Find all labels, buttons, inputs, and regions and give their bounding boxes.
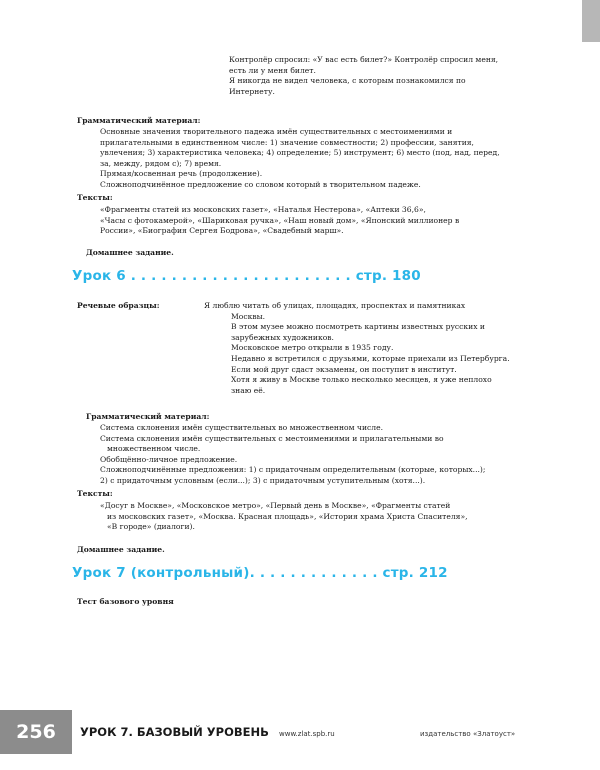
corner-tab: [582, 0, 600, 42]
text-line: прилагательными в единственном числе: 1) значение совместности; 2) профессии, занятия,: [100, 137, 474, 147]
text-line: «Досуг в Москве», «Московское метро», «Первый день в Москве», «Фрагменты статей: [100, 501, 451, 510]
texts-section: [100, 205, 459, 237]
text-line: Я никогда не видел человека, с которым познакомился по: [229, 76, 466, 86]
text-line: Сложноподчинённое предложение со словом который в творительном падеже.: [100, 179, 421, 189]
text-line: есть ли у меня билет.: [229, 65, 316, 75]
speech-samples: [204, 301, 510, 396]
texts-section: [100, 501, 468, 533]
text-line: Интернету.: [229, 86, 275, 96]
text-line: Обобщённо-личное предложение.: [100, 454, 238, 464]
homework: Домашнее задание.: [86, 248, 174, 257]
texts-heading: Тексты:: [77, 193, 113, 202]
text-line: Москвы.: [231, 311, 266, 321]
text-line: зарубежных художников.: [231, 332, 334, 342]
text-line: из московских газет», «Москва. Красная площадь», «История храма Христа Спасителя»,: [107, 511, 468, 521]
text-line: «Часы с фотокамерой», «Шариковая ручка», «Наш новый дом», «Японский миллионер в: [100, 215, 460, 225]
text-line: Если мой друг сдаст экзамены, он поступит в институт.: [231, 364, 457, 374]
speech-samples-label: Речевые образцы:: [77, 301, 160, 310]
text-line: Система склонения имён существительных во множественном числе.: [100, 423, 383, 432]
text-line: 2) с придаточным условным (если...); 3) с придаточным уступительным (хотя...).: [100, 475, 426, 485]
dialog-continuation: [229, 55, 498, 97]
text-line: Московское метро открыли в 1935 году.: [231, 343, 394, 353]
text-line: Хотя я живу в Москве только несколько месяцев, я уже неплохо: [231, 375, 492, 385]
text-line: Недавно я встретился с друзьями, которые приехали из Петербурга.: [231, 353, 510, 363]
text-line: Контролёр спросил: «У вас есть билет?» Контролёр спросил меня,: [229, 55, 499, 64]
text-line: В этом музее можно посмотреть картины известных русских и: [231, 322, 485, 332]
homework: Домашнее задание.: [77, 545, 165, 554]
texts-heading: Тексты:: [77, 489, 113, 498]
page-number: 256: [0, 710, 72, 754]
text-line: «Фрагменты статей из московских газет», «Наталья Нестерова», «Аптеки 36,6»,: [100, 205, 426, 214]
text-line: «В городе» (диалоги).: [107, 522, 195, 532]
text-line: Сложноподчинённые предложения: 1) с придаточным определительным (которые, которых...);: [100, 465, 486, 475]
lesson-6-heading: Урок 6 . . . . . . . . . . . . . . . . . . . . . . стр. 180: [72, 268, 421, 284]
text-line: Основные значения творительного падежа имён существительных с местоимениями и: [100, 127, 453, 136]
text-line: Система склонения имён существительных с местоимениями и прилагательными во: [100, 433, 444, 443]
text-line: за, между, рядом с); 7) время.: [100, 158, 222, 168]
footer-publisher: издательство «Златоуст»: [420, 730, 516, 738]
text-line: множественном числе.: [107, 444, 201, 454]
footer-url: www.zlat.spb.ru: [279, 730, 335, 738]
text-line: России», «Биография Сергея Бодрова», «Свадебный марш».: [100, 226, 344, 236]
text-line: знаю её.: [231, 385, 266, 395]
lesson-7-heading: Урок 7 (контрольный). . . . . . . . . . . . . стр. 212: [72, 565, 448, 581]
text-line: Прямая/косвенная речь (продолжение).: [100, 169, 263, 179]
grammar-heading: Грамматический материал:: [86, 412, 210, 421]
grammar-section: [100, 127, 500, 191]
text-line: Я люблю читать об улицах, площадях, проспектах и памятниках: [204, 301, 466, 310]
test-title: Тест базового уровня: [77, 597, 174, 606]
text-line: увлечения; 3) характеристика человека; 4) определение; 5) инструмент; 6) место (под, над, перед,: [100, 148, 500, 158]
grammar-section: [100, 423, 485, 487]
footer-title: УРОК 7. БАЗОВЫЙ УРОВЕНЬ: [80, 725, 269, 739]
grammar-heading: Грамматический материал:: [77, 116, 201, 125]
